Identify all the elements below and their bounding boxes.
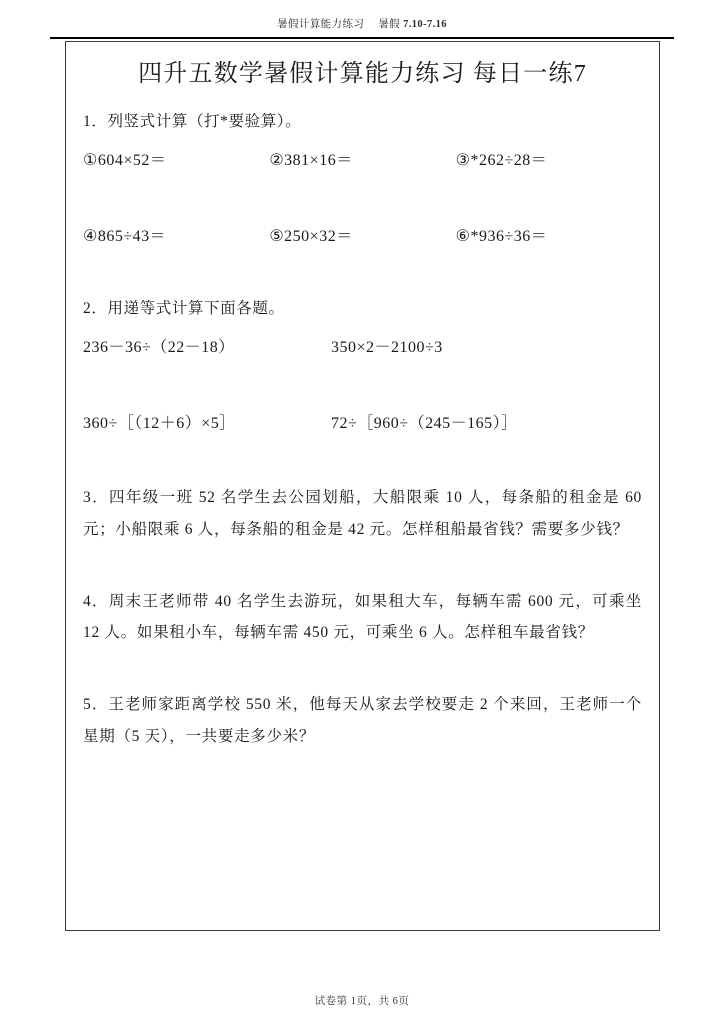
question-4-text: 周末王老师带 40 名学生去游玩，如果租大车，每辆车需 600 元，可乘坐 12 人。如果租小车，每辆车需 450 元，可乘坐 6 人。怎样租车最省钱？ xyxy=(83,592,642,642)
running-header-left: 暑假计算能力练习 xyxy=(277,19,365,30)
running-header xyxy=(52,16,672,38)
question-2 xyxy=(83,297,642,436)
expression-item: ⑤250×32＝ xyxy=(269,228,353,246)
question-1-stem xyxy=(83,110,642,135)
question-1-stem-text: 列竖式计算（打*要验算）。 xyxy=(107,113,302,131)
running-header-term-label: 暑假 xyxy=(378,19,401,30)
question-2-row-2 xyxy=(83,412,642,436)
expression-item: ④865÷43＝ xyxy=(83,228,167,246)
question-2-number: 2． xyxy=(83,300,108,318)
question-3 xyxy=(83,482,642,546)
running-header-right xyxy=(378,16,447,31)
expression-item: 360÷［（12＋6）×5］ xyxy=(83,414,236,432)
question-2-stem xyxy=(83,297,642,322)
running-header-date-range: 7.10-7.16 xyxy=(403,19,447,30)
question-2-row-1 xyxy=(83,336,642,360)
question-1-number: 1． xyxy=(83,113,108,131)
expression-item: 350×2－2100÷3 xyxy=(331,338,443,356)
expression-item: ①604×52＝ xyxy=(83,152,167,170)
expression-item: 236－36÷（22－18） xyxy=(83,338,235,356)
question-3-number: 3． xyxy=(83,488,110,506)
expression-item: ②381×16＝ xyxy=(269,152,353,170)
expression-item: ⑥*936÷36＝ xyxy=(455,228,548,246)
question-1-row-1 xyxy=(83,149,642,173)
question-5-number: 5． xyxy=(83,696,109,714)
question-4 xyxy=(83,586,642,650)
question-5-text: 王老师家距离学校 550 米，他每天从家去学校要走 2 个来回，王老师一个星期（5 天），一共要走多少米？ xyxy=(83,696,642,745)
question-1-body xyxy=(83,149,642,249)
question-3-text: 四年级一班 52 名学生去公园划船，大船限乘 10 人，每条船的租金是 60 元；小船限乘 6 人，每条船的租金是 42 元。怎样租船最省钱？需要多少钱？ xyxy=(83,488,642,538)
question-5 xyxy=(83,689,642,753)
worksheet-content xyxy=(65,48,660,924)
question-1 xyxy=(83,110,642,249)
question-1-row-2 xyxy=(83,225,642,249)
question-2-body xyxy=(83,336,642,436)
question-2-stem-text: 用递等式计算下面各题。 xyxy=(107,300,285,318)
page-footer: 试卷第 1页，共 6页 xyxy=(314,996,410,1007)
expression-item: 72÷［960÷（245－165）］ xyxy=(331,414,518,432)
header-divider-rule xyxy=(50,37,674,39)
expression-item: ③*262÷28＝ xyxy=(455,152,548,170)
page-title: 四升五数学暑假计算能力练习 每日一练7 xyxy=(138,61,587,87)
question-4-number: 4． xyxy=(83,592,109,610)
